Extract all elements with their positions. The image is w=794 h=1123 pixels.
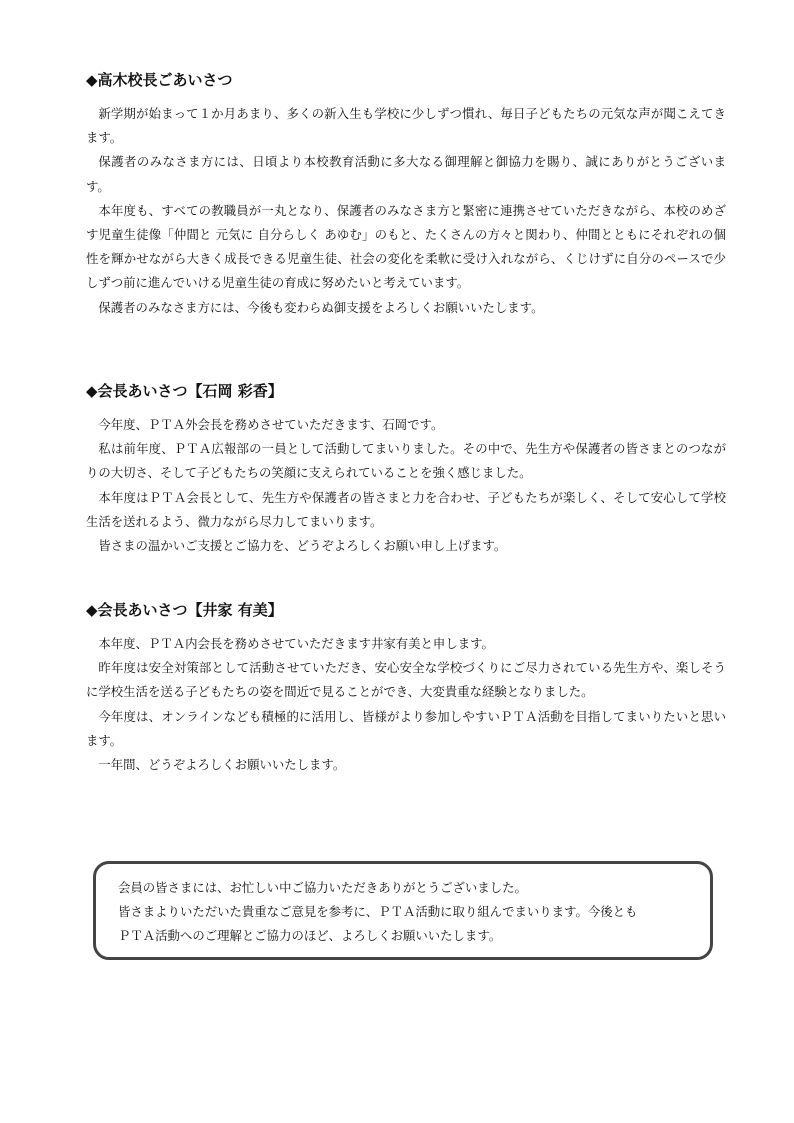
- paragraph: 一年間、どうぞよろしくお願いいたします。: [98, 757, 346, 773]
- paragraph: 本年度も、すべての教職員が一丸となり、保護者のみなさま方と緊密に連携させていただきながら、本校のめざす児童生徒像「仲間と 元気に 自分らしく あゆむ」のもと、たくさんの方々と関わり、仲間とともにそれぞれの個性を輝かせながら大きく成長できる児童生徒、社会の変化を柔軟に受け入れながら、くじけずに自分のペースで少しずつ前に進んでいける児童生徒の育成に努めたいと考えています。: [86, 202, 726, 291]
- paragraph: 昨年度は安全対策部として活動させていただき、安心安全な学校づくりにご尽力されている先生方や、楽しそうに学校生活を送る子どもたちの姿を間近で見ることができ、大変貴重な経験となりました。: [86, 660, 726, 700]
- notice-line: 皆さまよりいただいた貴重なご意見を参考に、ＰＴＡ活動に取り組んでまいります。今後とも: [118, 904, 638, 920]
- president-greeting-section-ishioka: [86, 381, 726, 558]
- thank-you-notice-box: [93, 861, 713, 960]
- notice-line: ＰＴＡ活動へのご理解とご協力のほど、よろしくお願いいたします。: [118, 928, 502, 944]
- paragraph: 本年度はＰＴＡ会長として、先生方や保護者の皆さまと力を合わせ、子どもたちが楽しく、そして安心して学校生活を送れるよう、微力ながら尽力してまいります。: [86, 489, 726, 529]
- section-heading: ◆会長あいさつ【石岡 彩香】: [86, 382, 283, 400]
- principal-greeting-section: [86, 70, 726, 320]
- paragraph: 保護者のみなさま方には、日頃より本校教育活動に多大なる御理解と御協力を賜り、誠にありがとうございます。: [86, 154, 726, 194]
- paragraph: 私は前年度、ＰＴＡ広報部の一員として活動してまいりました。その中で、先生方や保護者の皆さまとのつながりの大切さ、そして子どもたちの笑顔に支えられていることを強く感じました。: [86, 441, 726, 481]
- president-greeting-section-iie: [86, 600, 726, 777]
- paragraph: 本年度、ＰＴＡ内会長を務めさせていただきます井家有美と申します。: [98, 636, 494, 651]
- paragraph: 今年度、ＰＴＡ外会長を務めさせていただきます、石岡です。: [98, 417, 444, 432]
- paragraph: 保護者のみなさま方には、今後も変わらぬ御支援をよろしくお願いいたします。: [98, 299, 544, 315]
- section-heading: ◆高木校長ごあいさつ: [86, 71, 233, 89]
- notice-line: 会員の皆さまには、お忙しい中ご協力いただきありがとうございました。: [118, 880, 527, 895]
- paragraph: 新学期が始まって１か月あまり、多くの新入生も学校に少しずつ慣れ、毎日子どもたちの元気な声が聞こえてきます。: [86, 106, 726, 146]
- section-heading: ◆会長あいさつ【井家 有美】: [86, 601, 283, 619]
- paragraph: 今年度は、オンラインなども積極的に活用し、皆様がより参加しやすいＰＴＡ活動を目指してまいりたいと思います。: [86, 708, 726, 748]
- paragraph: 皆さまの温かいご支援とご協力を、どうぞよろしくお願い申し上げます。: [98, 538, 507, 554]
